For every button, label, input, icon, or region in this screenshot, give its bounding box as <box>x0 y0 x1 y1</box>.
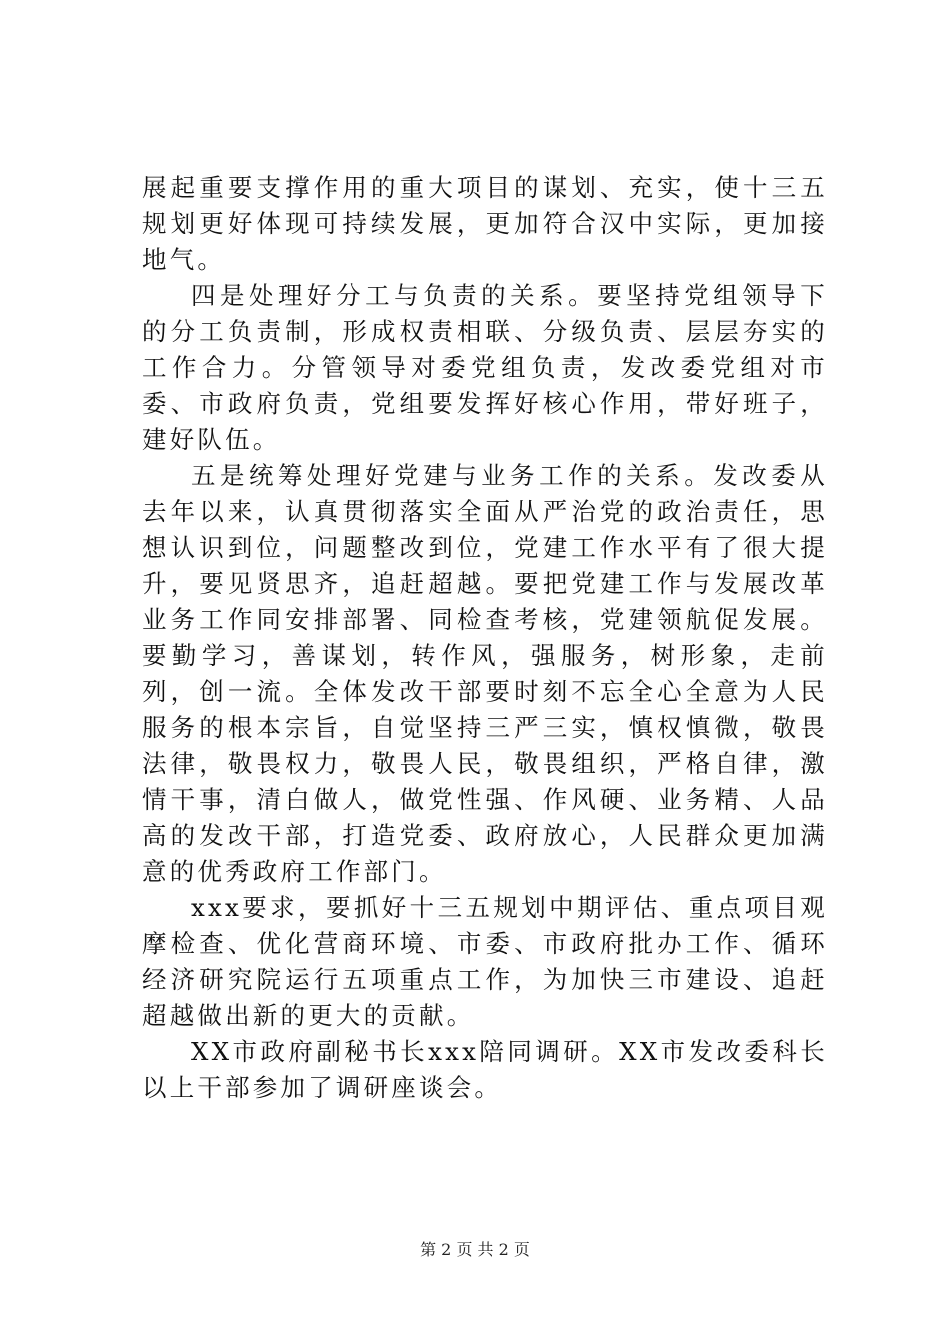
paragraph-division-of-labor: 四是处理好分工与负责的关系。要坚持党组领导下的分工负责制，形成权责相联、分级负责、层层夯实的工作合力。分管领导对委党组负责，发改委党组对市委、市政府负责，党组要发挥好核心作用，带好班子，建好队伍。 <box>142 281 828 454</box>
document-body <box>142 170 828 1106</box>
page-number-footer: 第 2 页 共 2 页 <box>420 1240 530 1259</box>
paragraph-attendees: XX市政府副秘书长xxx陪同调研。XX市发改委科长以上干部参加了调研座谈会。 <box>142 1037 828 1102</box>
paragraph-party-building: 五是统筹处理好党建与业务工作的关系。发改委从去年以来，认真贯彻落实全面从严治党的政治责任，思想认识到位，问题整改到位，党建工作水平有了很大提升，要见贤思齐，追赶超越。要把党建工作与发展改革业务工作同安排部署、同检查考核，党建领航促发展。要勤学习，善谋划，转作风，强服务，树形象，走前列，创一流。全体发改干部要时刻不忘全心全意为人民服务的根本宗旨，自觉坚持三严三实，慎权慎微，敬畏法律，敬畏权力，敬畏人民，敬畏组织，严格自律，激情干事，清白做人，做党性强、作风硬、业务精、人品高的发改干部，打造党委、政府放心，人民群众更加满意的优秀政府工作部门。 <box>142 461 828 886</box>
paragraph-requirements: xxx要求，要抓好十三五规划中期评估、重点项目观摩检查、优化营商环境、市委、市政府批办工作、循环经济研究院运行五项重点工作，为加快三市建设、追赶超越做出新的更大的贡献。 <box>142 893 828 1030</box>
paragraph-continuation: 展起重要支撑作用的重大项目的谋划、充实，使十三五规划更好体现可持续发展，更加符合汉中实际，更加接地气。 <box>142 173 828 274</box>
